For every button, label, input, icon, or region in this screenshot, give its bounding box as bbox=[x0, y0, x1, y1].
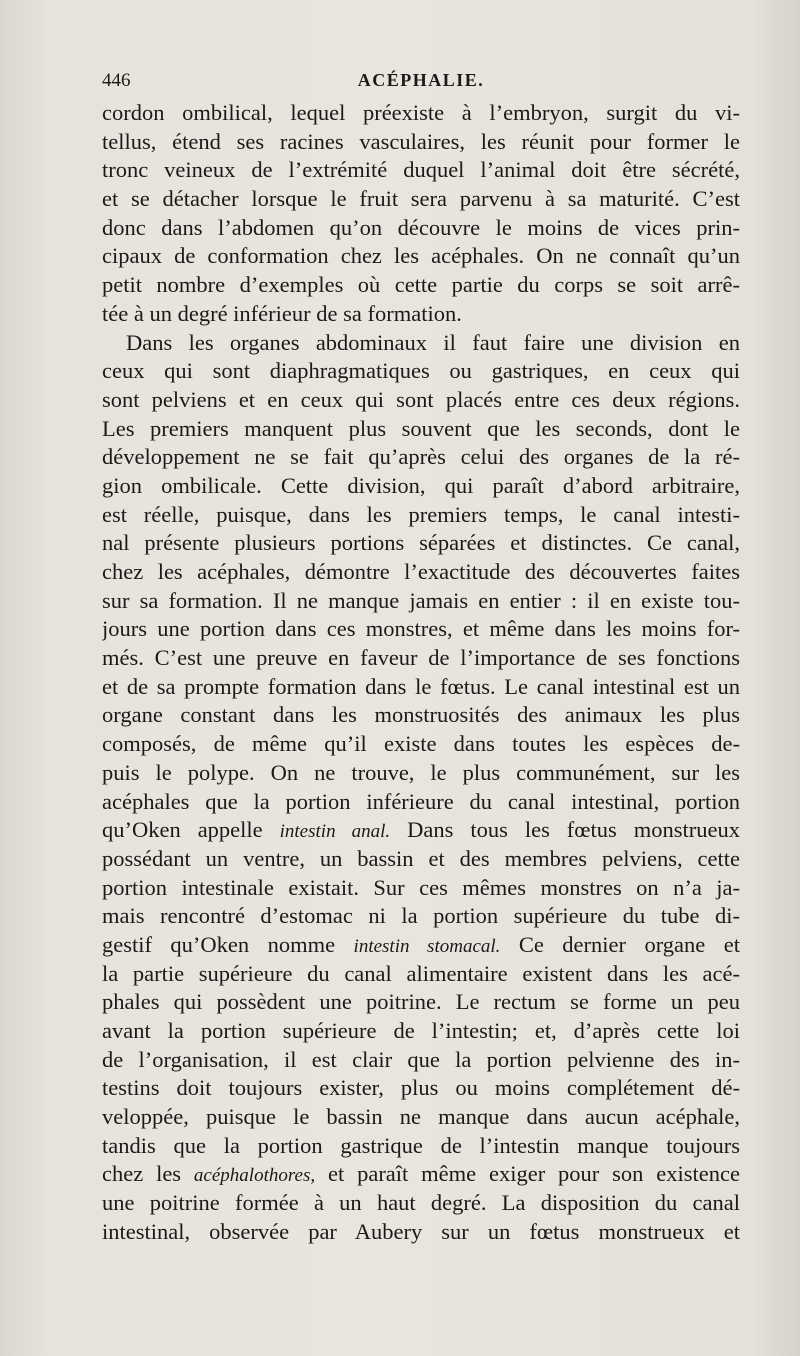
text-line: possédant un ventre, un bassin et des membres pelviens, cette bbox=[102, 845, 740, 871]
italic-term: intestin stomacal. bbox=[353, 935, 501, 957]
text-line: mais rencontré d’estomac ni la portion supérieure du tube di- bbox=[102, 903, 740, 929]
text-line: jours une portion dans ces monstres, et même dans les moins for- bbox=[102, 616, 740, 642]
text-line bbox=[102, 816, 740, 845]
text-line: tandis que la portion gastrique de l’intestin manque toujours bbox=[102, 1132, 740, 1158]
text-line: et se détacher lorsque le fruit sera parvenu à sa maturité. C’est bbox=[102, 186, 740, 212]
text-line bbox=[102, 1160, 740, 1189]
text-line: et de sa prompte formation dans le fœtus. Le canal intestinal est un bbox=[102, 673, 740, 699]
text-line: acéphales que la portion inférieure du canal intestinal, portion bbox=[102, 788, 740, 814]
text-line: phales qui possèdent une poitrine. Le rectum se forme un peu bbox=[102, 989, 740, 1015]
text-line: veloppée, puisque le bassin ne manque dans aucun acéphale, bbox=[102, 1104, 740, 1130]
text-line: ceux qui sont diaphragmatiques ou gastriques, en ceux qui bbox=[102, 358, 740, 384]
text-line: puis le polype. On ne trouve, le plus communément, sur les bbox=[102, 759, 740, 785]
text-line: organe constant dans les monstruosités des animaux les plus bbox=[102, 702, 740, 728]
text-line: composés, de même qu’il existe dans toutes les espèces de- bbox=[102, 731, 740, 757]
text-line: tée à un degré inférieur de sa formation. bbox=[102, 300, 462, 326]
page-header bbox=[102, 70, 740, 96]
text-line: intestinal, observée par Aubery sur un fœtus monstrueux et bbox=[102, 1218, 740, 1244]
text-line: la partie supérieure du canal alimentaire existent dans les acé- bbox=[102, 960, 740, 986]
text-line: cipaux de conformation chez les acéphales. On ne connaît qu’un bbox=[102, 243, 740, 269]
text-segment: qu’Oken appelle bbox=[102, 817, 280, 843]
text-line: testins doit toujours exister, plus ou moins complétement dé- bbox=[102, 1075, 740, 1101]
italic-term: acéphalothores, bbox=[193, 1165, 316, 1187]
text-line: sont pelviens et en ceux qui sont placés entre ces deux régions. bbox=[102, 386, 740, 412]
text-segment: Dans tous les fœtus monstrueux bbox=[390, 817, 740, 843]
running-title: ACÉPHALIE. bbox=[357, 70, 485, 90]
text-line: més. C’est une preuve en faveur de l’importance de ses fonctions bbox=[102, 645, 740, 671]
text-line: une poitrine formée à un haut degré. La disposition du canal bbox=[102, 1190, 740, 1216]
text-line: sur sa formation. Il ne manque jamais en entier : il en existe tou- bbox=[102, 587, 740, 613]
text-segment: Ce dernier organe et bbox=[500, 931, 740, 957]
page-number: 446 bbox=[102, 70, 131, 91]
text-line: Les premiers manquent plus souvent que les seconds, dont le bbox=[102, 415, 740, 441]
text-segment: chez les bbox=[102, 1161, 194, 1187]
text-line: de l’organisation, il est clair que la portion pelvienne des in- bbox=[102, 1046, 740, 1072]
text-line: donc dans l’abdomen qu’on découvre le moins de vices prin- bbox=[102, 214, 740, 240]
text-line: gion ombilicale. Cette division, qui paraît d’abord arbitraire, bbox=[102, 472, 740, 498]
body-text bbox=[102, 99, 740, 1247]
text-line: est réelle, puisque, dans les premiers temps, le canal intesti- bbox=[102, 501, 740, 527]
italic-term: intestin anal. bbox=[279, 821, 391, 843]
text-segment: et paraît même exiger pour son existence bbox=[315, 1161, 740, 1187]
text-line: Dans les organes abdominaux il faut faire une division en bbox=[126, 329, 740, 355]
text-line: chez les acéphales, démontre l’exactitude des découvertes faites bbox=[102, 559, 740, 584]
text-line: cordon ombilical, lequel préexiste à l’embryon, surgit du vi- bbox=[102, 100, 740, 125]
text-line: portion intestinale existait. Sur ces mêmes monstres on n’a ja- bbox=[102, 874, 740, 900]
text-line bbox=[102, 931, 740, 960]
text-line: tronc veineux de l’extrémité duquel l’animal doit être sécrété, bbox=[102, 157, 740, 183]
text-line: petit nombre d’exemples où cette partie du corps se soit arrê- bbox=[102, 272, 740, 298]
text-line: avant la portion supérieure de l’intestin; et, d’après cette loi bbox=[102, 1018, 740, 1043]
text-segment: gestif qu’Oken nomme bbox=[102, 931, 354, 957]
text-line: nal présente plusieurs portions séparées et distinctes. Ce canal, bbox=[102, 530, 740, 556]
text-line: développement ne se fait qu’après celui des organes de la ré- bbox=[102, 444, 740, 470]
text-line: tellus, étend ses racines vasculaires, les réunit pour former le bbox=[102, 128, 740, 154]
